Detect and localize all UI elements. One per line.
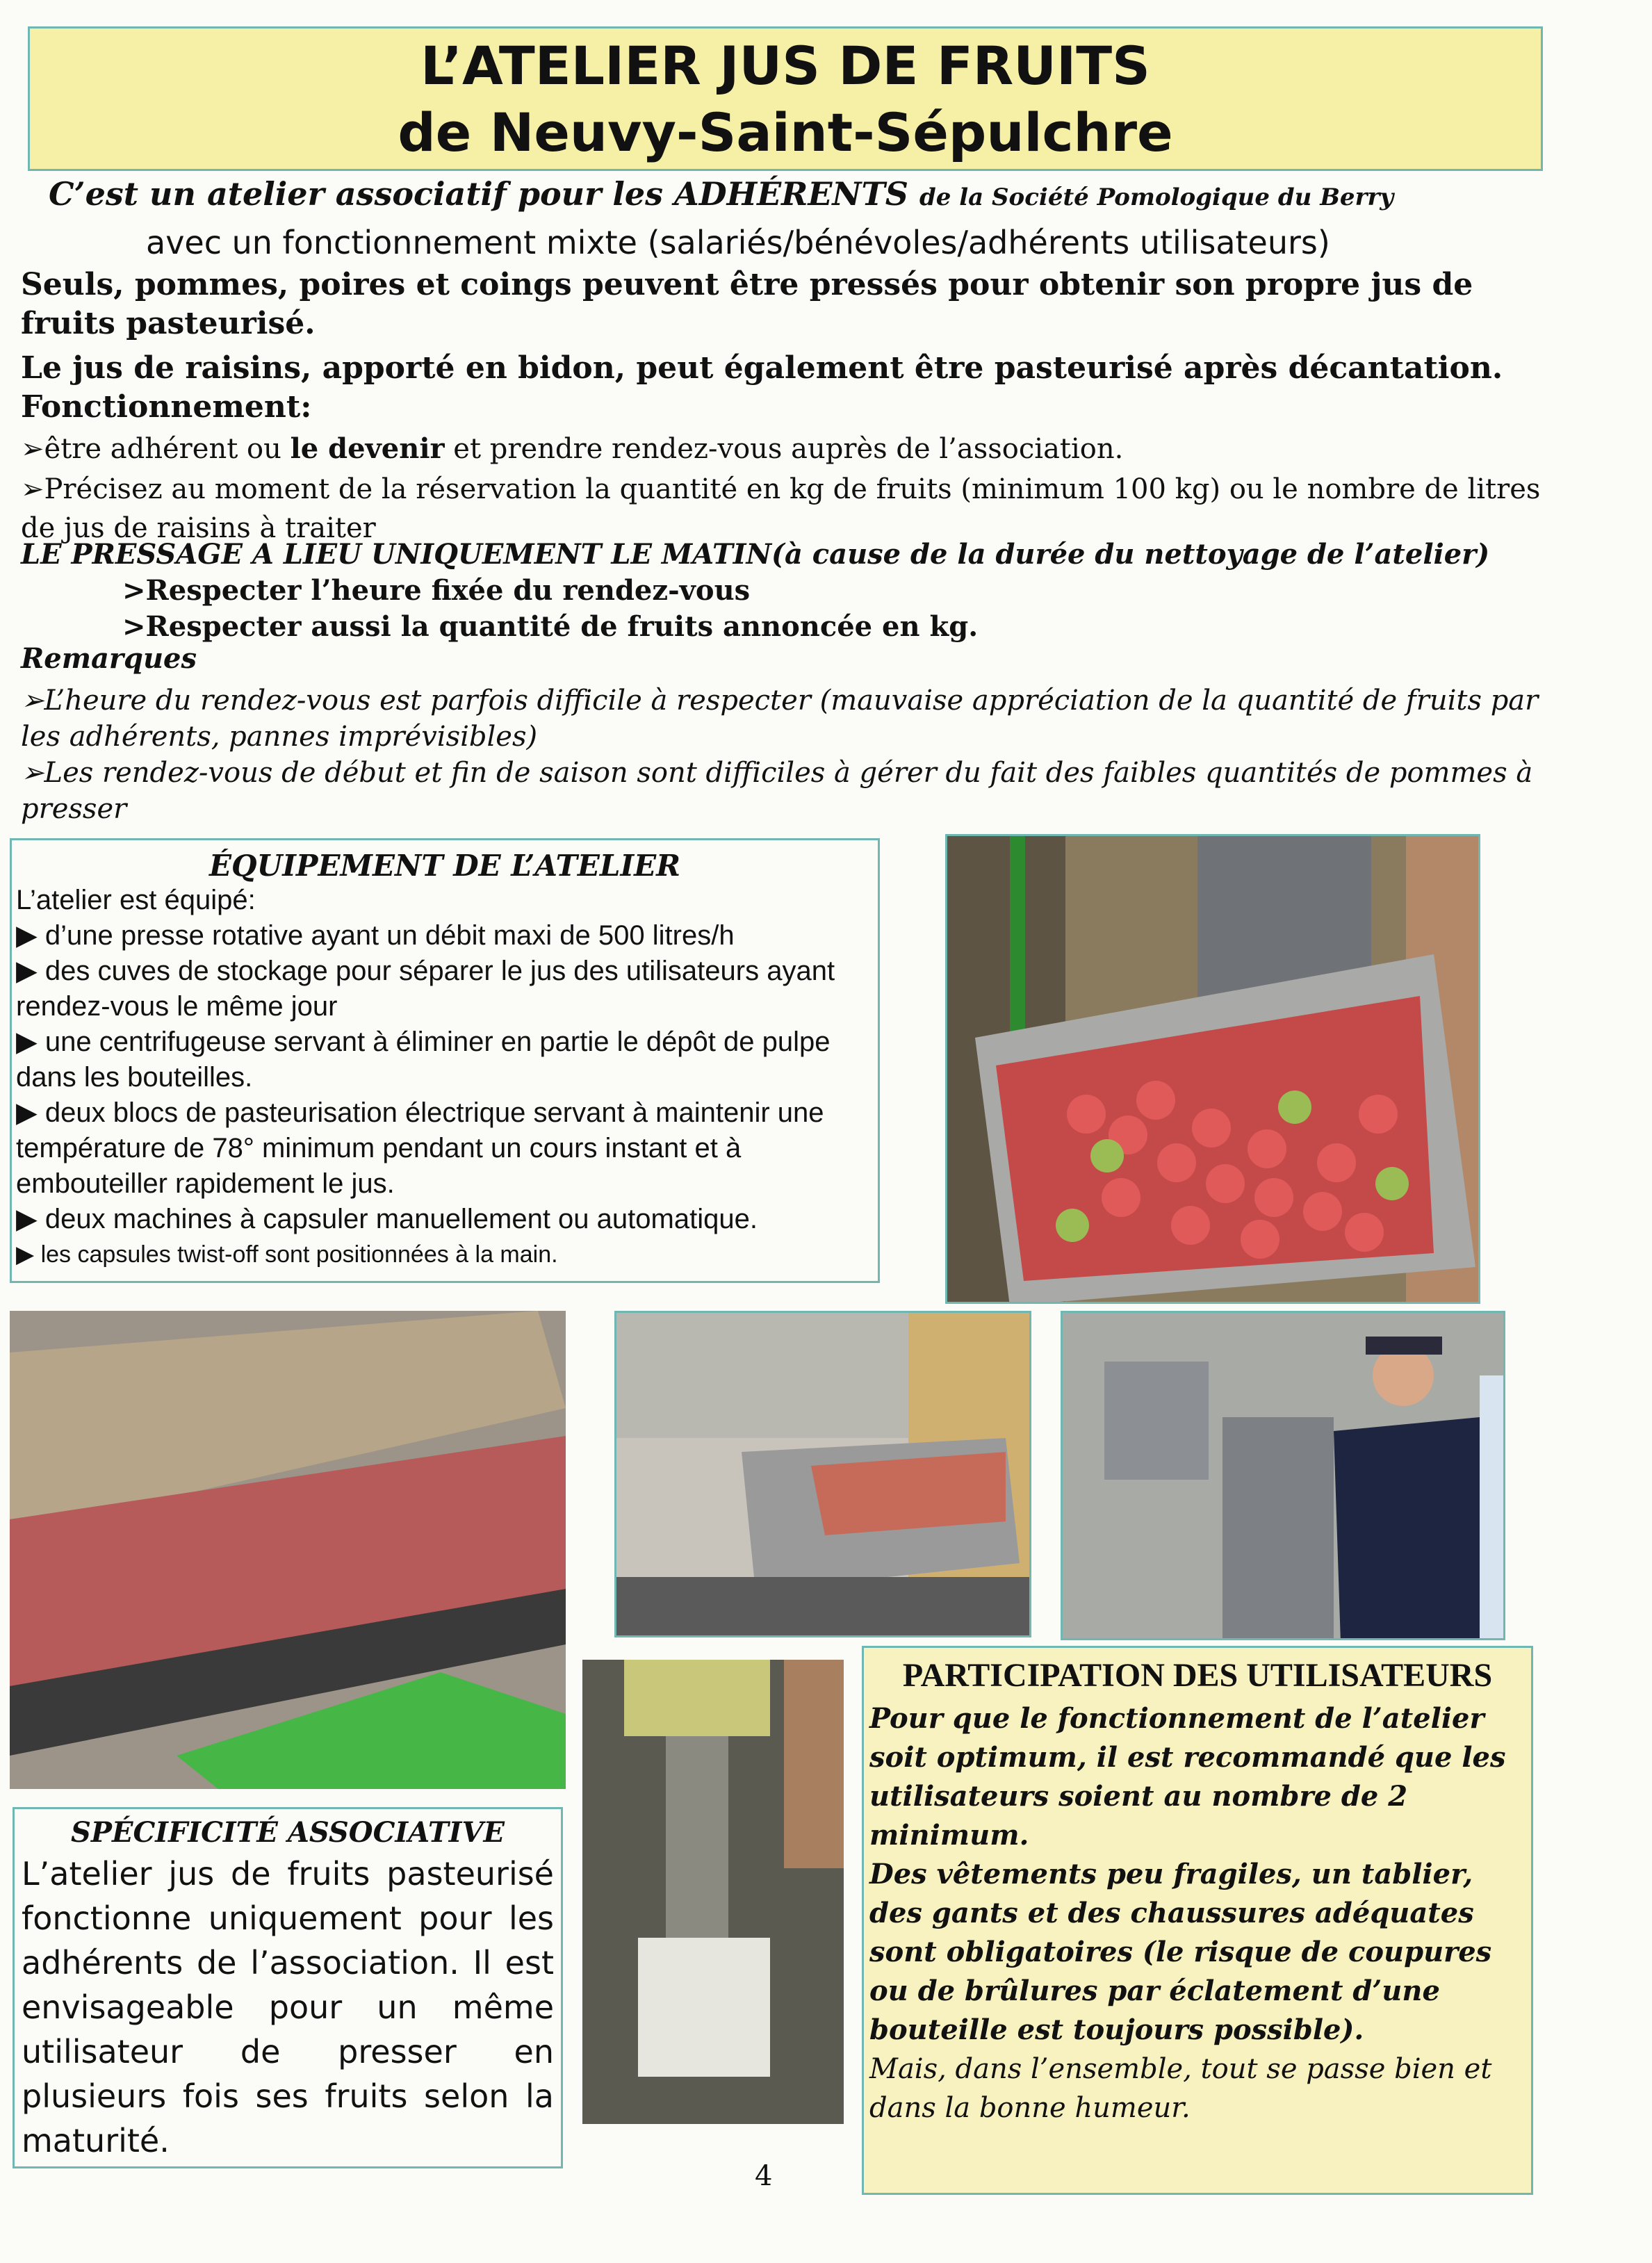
participation-para-3: Mais, dans l’ensemble, tout se passe bien et dans la bonne humeur. <box>869 2053 1492 2124</box>
equipement-intro: L’atelier est équipé: <box>16 885 256 915</box>
specificite-box <box>13 1807 563 2168</box>
equipement-item: ▶ deux machines à capsuler manuellement ou automatique. <box>16 1204 758 1234</box>
photo-apple-bin <box>945 834 1480 1304</box>
fonctionnement-item-2: ➢Précisez au moment de la réservation la quantité en kg de fruits (minimum 100 kg) ou le nombre de litres de jus de raisins à traiter <box>21 473 1541 544</box>
photo-operator <box>1061 1311 1505 1640</box>
equipement-item: ▶ deux blocs de pasteurisation électrique servant à maintenir une température de 78° minimum pendant un cours instant et à embouteiller rapidement le jus. <box>16 1097 824 1199</box>
storage-tanks-image <box>616 1313 1031 1637</box>
rotating-press-image <box>10 1311 566 1789</box>
page-number: 4 <box>755 2160 773 2192</box>
equipement-title: ÉQUIPEMENT DE L’ATELIER <box>208 849 681 883</box>
participation-para-2: Des vêtements peu fragiles, un tablier, des gants et des chaussures adéquates sont obligatoires (le risque de coupures ou de brûlures par éclatement d’une bouteille est toujours possible). <box>869 1858 1492 2046</box>
fonctionnement-item-1-c: et prendre rendez-vous auprès de l’association. <box>444 433 1124 465</box>
equipement-box <box>10 838 880 1283</box>
equipement-item: ▶ des cuves de stockage pour séparer le jus des utilisateurs ayant rendez-vous le même jour <box>16 956 835 1022</box>
respect-line-2: >Respecter aussi la quantité de fruits annoncée en kg. <box>122 610 979 643</box>
title-line-1: L’ATELIER JUS DE FRUITS <box>420 35 1150 97</box>
fonctionnement-item-1-b: le devenir <box>290 432 445 465</box>
participation-box <box>862 1646 1533 2195</box>
remarques-item-2: ➢Les rendez-vous de début et fin de saison sont difficiles à gérer du fait des faibles quantités de pommes à presser <box>21 757 1533 825</box>
intro-line-2: avec un fonctionnement mixte (salariés/bénévoles/adhérents utilisateurs) <box>146 224 1330 261</box>
participation-body <box>864 1697 1531 2130</box>
operator-image <box>1063 1313 1505 1640</box>
participation-title: PARTICIPATION DES UTILISATEURS <box>902 1657 1493 1694</box>
intro-society: de la Société Pomologique du Berry <box>919 183 1394 211</box>
equipement-item: ▶ d’une presse rotative ayant un débit maxi de 500 litres/h <box>16 920 735 951</box>
apple-bin-image <box>947 836 1480 1304</box>
intro-para-fruits: Seuls, pommes, poires et coings peuvent être pressés pour obtenir son propre jus de fruits pasteurisé. <box>21 267 1473 341</box>
participation-para-1: Pour que le fonctionnement de l’atelier soit optimum, il est recommandé que les utilisateurs soient au nombre de 2 minimum. <box>869 1702 1506 1852</box>
photo-storage-tanks <box>614 1311 1031 1637</box>
intro-para-raisins: Le jus de raisins, apporté en bidon, peut également être pasteurisé après décantation. <box>21 350 1503 386</box>
equipement-item: ▶ une centrifugeuse servant à éliminer en partie le dépôt de pulpe dans les bouteilles. <box>16 1027 831 1093</box>
specificite-body: L’atelier jus de fruits pasteurisé fonctionne uniquement pour les adhérents de l’association. Il est envisageable pour un même utilisateur de presser en plusieurs fois ses fruits selon la maturité. <box>22 1855 554 2159</box>
photo-rotating-press <box>10 1311 566 1789</box>
intro-association: C’est un atelier associatif pour les ADHÉRENTS <box>49 175 908 213</box>
remarques-item-1: ➢L’heure du rendez-vous est parfois difficile à respecter (mauvaise appréciation de la quantité de fruits par les adhérents, pannes imprévisibles) <box>21 685 1539 753</box>
capsuling-machine-image <box>582 1660 844 2124</box>
fonctionnement-item-1-a: ➢être adhérent ou <box>21 433 291 465</box>
equipement-item-last: ▶ les capsules twist-off sont positionnées à la main. <box>16 1241 558 1268</box>
remarques-heading: Remarques <box>21 642 197 675</box>
specificite-title: SPÉCIFICITÉ ASSOCIATIVE <box>70 1816 505 1849</box>
intro-line-1 <box>49 175 1543 213</box>
equipement-body <box>12 883 878 1273</box>
photo-capsuling-machine <box>582 1660 844 2124</box>
fonctionnement-heading: Fonctionnement: <box>21 389 312 425</box>
pressage-notice: LE PRESSAGE A LIEU UNIQUEMENT LE MATIN(à cause de la durée du nettoyage de l’atelier) <box>21 538 1490 571</box>
fonctionnement-item-1 <box>21 430 1550 468</box>
title-line-2: de Neuvy-Saint-Sépulchre <box>398 101 1173 163</box>
title-banner <box>28 26 1543 171</box>
respect-line-1: >Respecter l’heure fixée du rendez-vous <box>122 574 751 607</box>
